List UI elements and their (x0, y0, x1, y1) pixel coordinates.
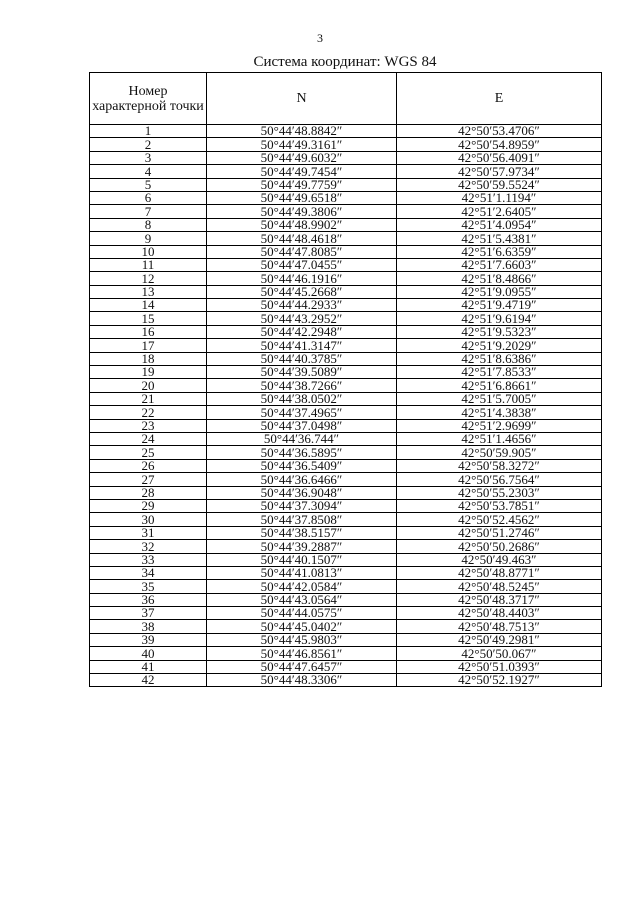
table-row (90, 459, 602, 472)
header-point-number: Номер характерной точки (90, 73, 207, 125)
table-row (90, 660, 602, 673)
cell-e: 42°51′9.4719″ (397, 299, 602, 312)
table-row (90, 285, 602, 298)
cell-point-number: 37 (90, 607, 207, 620)
cell-n: 50°44′37.3094″ (207, 499, 397, 512)
cell-e: 42°50′51.0393″ (397, 660, 602, 673)
table-row (90, 647, 602, 660)
cell-e: 42°50′50.2686″ (397, 540, 602, 553)
cell-point-number: 29 (90, 499, 207, 512)
table-row (90, 218, 602, 231)
cell-e: 42°50′49.463″ (397, 553, 602, 566)
table-row (90, 245, 602, 258)
cell-e: 42°51′6.6359″ (397, 245, 602, 258)
cell-n: 50°44′40.1507″ (207, 553, 397, 566)
cell-n: 50°44′48.8842″ (207, 125, 397, 138)
cell-n: 50°44′49.7454″ (207, 165, 397, 178)
cell-point-number: 8 (90, 218, 207, 231)
table-row (90, 419, 602, 432)
cell-point-number: 32 (90, 540, 207, 553)
cell-n: 50°44′38.5157″ (207, 526, 397, 539)
table-row (90, 540, 602, 553)
table-body (90, 125, 602, 687)
cell-e: 42°51′8.6386″ (397, 352, 602, 365)
cell-e: 42°51′2.6405″ (397, 205, 602, 218)
cell-point-number: 9 (90, 232, 207, 245)
table-row (90, 513, 602, 526)
cell-e: 42°50′59.905″ (397, 446, 602, 459)
cell-n: 50°44′48.4618″ (207, 232, 397, 245)
cell-point-number: 41 (90, 660, 207, 673)
cell-e: 42°51′9.5323″ (397, 325, 602, 338)
cell-point-number: 34 (90, 566, 207, 579)
cell-e: 42°51′2.9699″ (397, 419, 602, 432)
cell-e: 42°51′1.1194″ (397, 191, 602, 204)
cell-e: 42°51′5.7005″ (397, 392, 602, 405)
table-row (90, 446, 602, 459)
cell-n: 50°44′49.3161″ (207, 138, 397, 151)
cell-point-number: 25 (90, 446, 207, 459)
cell-e: 42°51′4.3838″ (397, 406, 602, 419)
cell-n: 50°44′36.5895″ (207, 446, 397, 459)
cell-point-number: 14 (90, 299, 207, 312)
cell-point-number: 40 (90, 647, 207, 660)
cell-n: 50°44′49.3806″ (207, 205, 397, 218)
table-row (90, 165, 602, 178)
table-row (90, 191, 602, 204)
cell-e: 42°50′48.5245″ (397, 580, 602, 593)
cell-e: 42°51′6.8661″ (397, 379, 602, 392)
cell-e: 42°50′53.4706″ (397, 125, 602, 138)
cell-e: 42°51′7.8533″ (397, 366, 602, 379)
coordinates-table (89, 72, 602, 687)
cell-n: 50°44′48.3306″ (207, 674, 397, 687)
cell-n: 50°44′44.0575″ (207, 607, 397, 620)
cell-e: 42°51′9.2029″ (397, 339, 602, 352)
table-row (90, 473, 602, 486)
table-row (90, 312, 602, 325)
cell-n: 50°44′46.8561″ (207, 647, 397, 660)
cell-e: 42°50′49.2981″ (397, 633, 602, 646)
cell-e: 42°51′9.0955″ (397, 285, 602, 298)
cell-e: 42°50′48.4403″ (397, 607, 602, 620)
cell-e: 42°51′7.6603″ (397, 258, 602, 271)
cell-point-number: 24 (90, 432, 207, 445)
cell-point-number: 13 (90, 285, 207, 298)
table-row (90, 580, 602, 593)
table-row (90, 205, 602, 218)
cell-point-number: 35 (90, 580, 207, 593)
cell-e: 42°51′4.0954″ (397, 218, 602, 231)
cell-point-number: 15 (90, 312, 207, 325)
cell-e: 42°50′50.067″ (397, 647, 602, 660)
cell-n: 50°44′49.7759″ (207, 178, 397, 191)
cell-point-number: 21 (90, 392, 207, 405)
cell-n: 50°44′49.6032″ (207, 151, 397, 164)
cell-e: 42°50′59.5524″ (397, 178, 602, 191)
cell-point-number: 30 (90, 513, 207, 526)
table-row (90, 299, 602, 312)
table-row (90, 325, 602, 338)
table-header-row (90, 73, 602, 125)
document-title: Система координат: WGS 84 (253, 54, 437, 70)
cell-point-number: 20 (90, 379, 207, 392)
cell-n: 50°44′37.8508″ (207, 513, 397, 526)
table-row (90, 339, 602, 352)
cell-n: 50°44′36.5409″ (207, 459, 397, 472)
cell-n: 50°44′47.0455″ (207, 258, 397, 271)
cell-point-number: 4 (90, 165, 207, 178)
cell-n: 50°44′40.3785″ (207, 352, 397, 365)
cell-point-number: 5 (90, 178, 207, 191)
table-row (90, 674, 602, 687)
cell-e: 42°51′1.4656″ (397, 432, 602, 445)
table-row (90, 526, 602, 539)
table-row (90, 366, 602, 379)
cell-n: 50°44′43.2952″ (207, 312, 397, 325)
cell-e: 42°51′8.4866″ (397, 272, 602, 285)
cell-e: 42°50′51.2746″ (397, 526, 602, 539)
cell-point-number: 33 (90, 553, 207, 566)
cell-e: 42°51′5.4381″ (397, 232, 602, 245)
cell-n: 50°44′39.2887″ (207, 540, 397, 553)
cell-e: 42°51′9.6194″ (397, 312, 602, 325)
table-row (90, 486, 602, 499)
cell-n: 50°44′39.5089″ (207, 366, 397, 379)
cell-n: 50°44′42.0584″ (207, 580, 397, 593)
page-number: 3 (317, 31, 323, 45)
cell-n: 50°44′37.4965″ (207, 406, 397, 419)
cell-n: 50°44′45.9803″ (207, 633, 397, 646)
cell-n: 50°44′47.8085″ (207, 245, 397, 258)
cell-e: 42°50′54.8959″ (397, 138, 602, 151)
table-row (90, 607, 602, 620)
cell-n: 50°44′48.9902″ (207, 218, 397, 231)
cell-e: 42°50′53.7851″ (397, 499, 602, 512)
cell-point-number: 6 (90, 191, 207, 204)
table-row (90, 125, 602, 138)
cell-point-number: 22 (90, 406, 207, 419)
cell-point-number: 38 (90, 620, 207, 633)
table-row (90, 352, 602, 365)
cell-e: 42°50′56.7564″ (397, 473, 602, 486)
cell-n: 50°44′36.744″ (207, 432, 397, 445)
table-row (90, 566, 602, 579)
header-n: N (207, 73, 397, 125)
cell-n: 50°44′36.6466″ (207, 473, 397, 486)
cell-point-number: 10 (90, 245, 207, 258)
cell-e: 42°50′48.7513″ (397, 620, 602, 633)
cell-n: 50°44′44.2933″ (207, 299, 397, 312)
cell-point-number: 26 (90, 459, 207, 472)
cell-point-number: 18 (90, 352, 207, 365)
table-row (90, 258, 602, 271)
cell-n: 50°44′45.0402″ (207, 620, 397, 633)
table-row (90, 379, 602, 392)
cell-e: 42°50′48.8771″ (397, 566, 602, 579)
cell-point-number: 28 (90, 486, 207, 499)
cell-n: 50°44′41.0813″ (207, 566, 397, 579)
cell-e: 42°50′56.4091″ (397, 151, 602, 164)
cell-n: 50°44′38.7266″ (207, 379, 397, 392)
cell-n: 50°44′43.0564″ (207, 593, 397, 606)
table-row (90, 272, 602, 285)
table-row (90, 499, 602, 512)
table-row (90, 151, 602, 164)
cell-e: 42°50′52.4562″ (397, 513, 602, 526)
cell-point-number: 36 (90, 593, 207, 606)
table-row (90, 432, 602, 445)
table-row (90, 553, 602, 566)
cell-e: 42°50′55.2303″ (397, 486, 602, 499)
cell-n: 50°44′38.0502″ (207, 392, 397, 405)
cell-n: 50°44′49.6518″ (207, 191, 397, 204)
cell-point-number: 19 (90, 366, 207, 379)
cell-point-number: 27 (90, 473, 207, 486)
header-e: E (397, 73, 602, 125)
cell-n: 50°44′36.9048″ (207, 486, 397, 499)
table-row (90, 232, 602, 245)
cell-point-number: 23 (90, 419, 207, 432)
cell-point-number: 39 (90, 633, 207, 646)
cell-point-number: 11 (90, 258, 207, 271)
cell-n: 50°44′46.1916″ (207, 272, 397, 285)
table-row (90, 406, 602, 419)
cell-point-number: 17 (90, 339, 207, 352)
cell-n: 50°44′45.2668″ (207, 285, 397, 298)
cell-n: 50°44′47.6457″ (207, 660, 397, 673)
cell-point-number: 16 (90, 325, 207, 338)
cell-e: 42°50′52.1927″ (397, 674, 602, 687)
cell-point-number: 1 (90, 125, 207, 138)
cell-point-number: 12 (90, 272, 207, 285)
table-row (90, 620, 602, 633)
table-row (90, 392, 602, 405)
cell-e: 42°50′57.9734″ (397, 165, 602, 178)
table-row (90, 593, 602, 606)
table-row (90, 178, 602, 191)
cell-e: 42°50′58.3272″ (397, 459, 602, 472)
table-row (90, 633, 602, 646)
cell-n: 50°44′37.0498″ (207, 419, 397, 432)
cell-n: 50°44′41.3147″ (207, 339, 397, 352)
cell-point-number: 42 (90, 674, 207, 687)
cell-n: 50°44′42.2948″ (207, 325, 397, 338)
cell-point-number: 7 (90, 205, 207, 218)
cell-point-number: 2 (90, 138, 207, 151)
table-row (90, 138, 602, 151)
cell-point-number: 31 (90, 526, 207, 539)
cell-e: 42°50′48.3717″ (397, 593, 602, 606)
cell-point-number: 3 (90, 151, 207, 164)
